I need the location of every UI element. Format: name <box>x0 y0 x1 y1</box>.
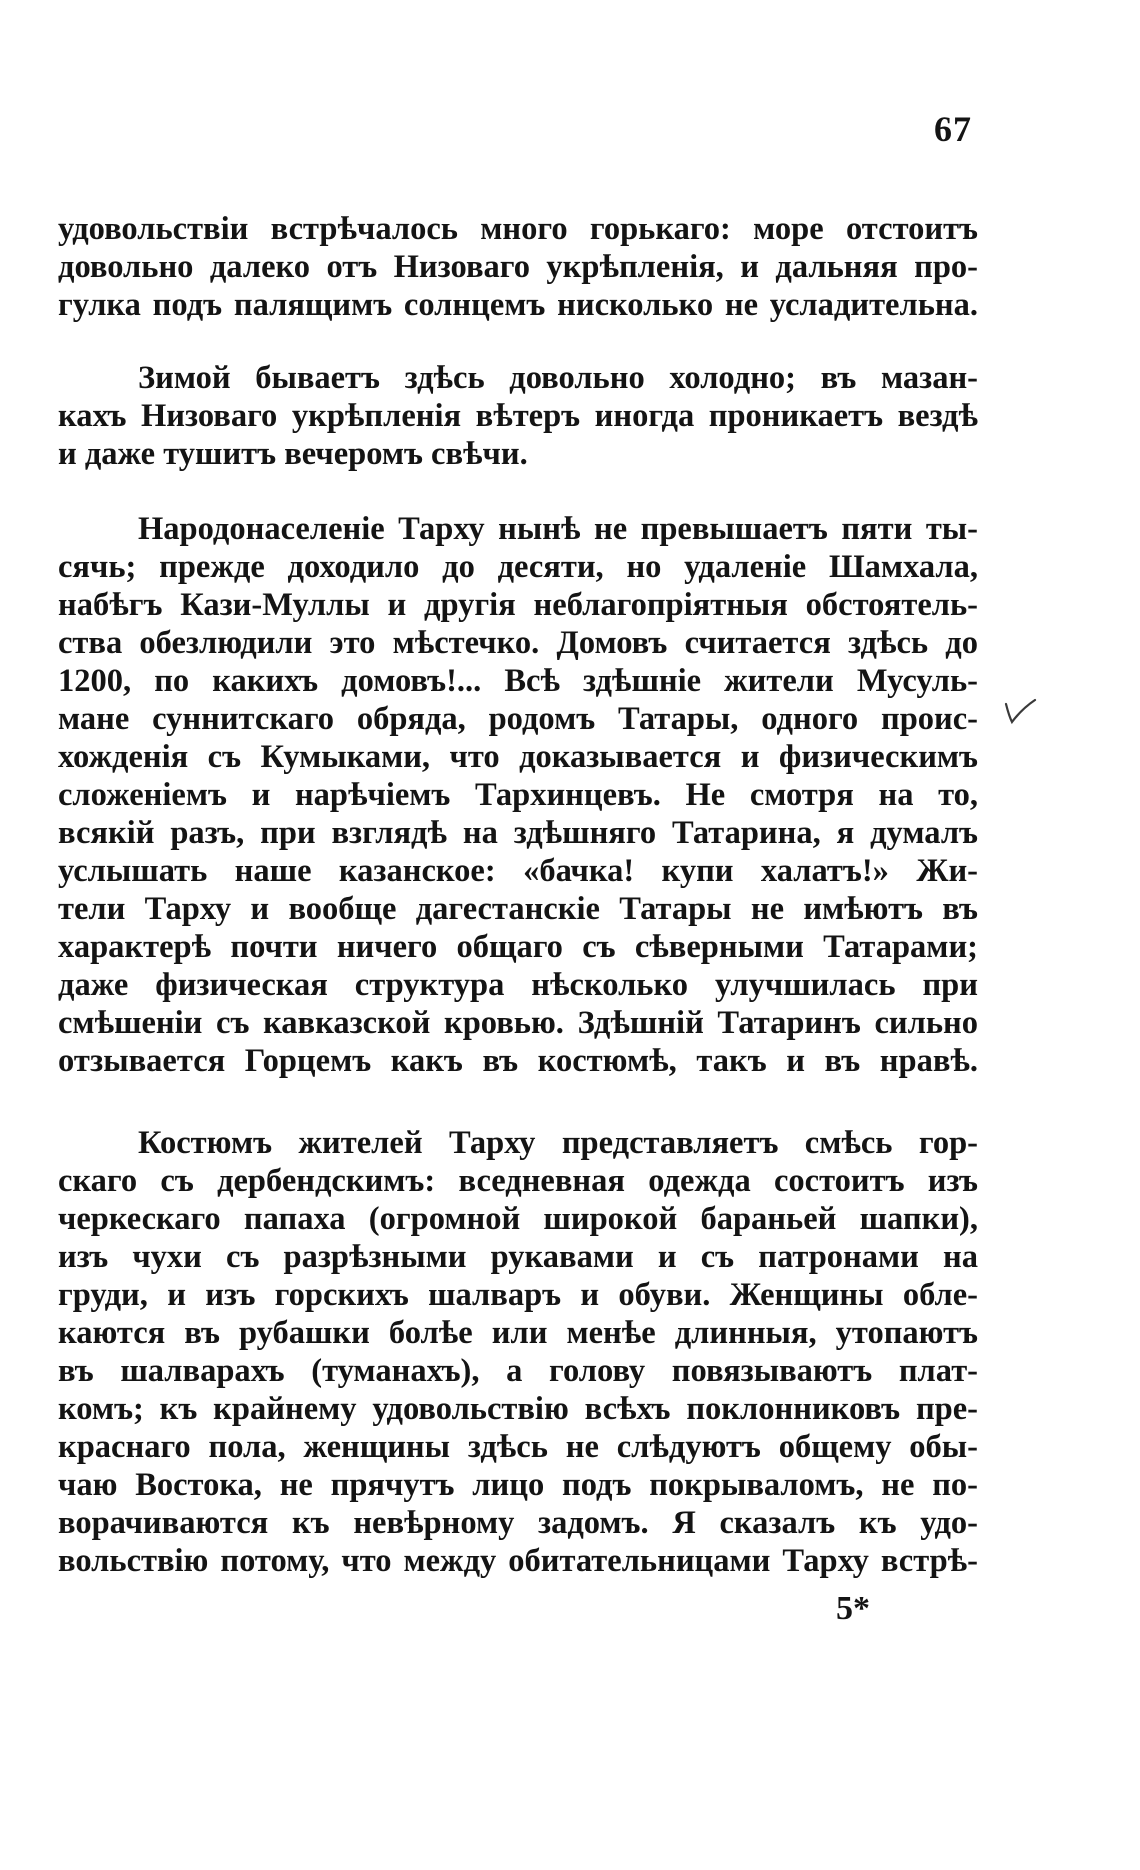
text-line: мане суннитскаго обряда, родомъ Татары, одного проис- <box>58 701 978 737</box>
text-line: гулка подъ палящимъ солнцемъ нисколько не усладительна. <box>58 287 978 323</box>
text-line: комъ; къ крайнему удовольствію всѣхъ поклонниковъ пре- <box>58 1391 978 1427</box>
text-line: чаю Востока, не прячутъ лицо подъ покрываломъ, не по- <box>58 1467 978 1503</box>
text-line: всякій разъ, при взглядѣ на здѣшняго Татарина, я думалъ <box>58 815 978 851</box>
text-line: хожденія съ Кумыками, что доказывается и физическимъ <box>58 739 978 775</box>
text-line: каются въ рубашки болѣе или менѣе длинныя, утопаютъ <box>58 1315 978 1351</box>
text-line: краснаго пола, женщины здѣсь не слѣдуютъ общему обы- <box>58 1429 978 1465</box>
text-line: изъ чухи съ разрѣзными рукавами и съ патронами на <box>58 1239 978 1275</box>
text-line: услышать наше казанское: «бачка! купи халатъ!» Жи- <box>58 853 978 889</box>
paragraph-2 <box>58 359 978 473</box>
text-line: отзывается Горцемъ какъ въ костюмѣ, такъ и въ нравѣ. <box>58 1043 978 1079</box>
paragraph-3 <box>58 510 978 1080</box>
text-line: удовольствіи встрѣчалось много горькаго: море отстоитъ <box>58 211 978 247</box>
text-line: характерѣ почти ничего общаго съ сѣверными Татарами; <box>58 929 978 965</box>
text-line: сячь; прежде доходило до десяти, но удаленіе Шамхала, <box>58 549 978 585</box>
printer-signature-mark: 5* <box>836 1590 870 1627</box>
text-line: тели Тарху и вообще дагестанскіе Татары не имѣютъ въ <box>58 891 978 927</box>
text-line: даже физическая структура нѣсколько улучшилась при <box>58 967 978 1003</box>
pencil-checkmark-icon <box>1002 690 1038 730</box>
page-number: 67 <box>934 109 972 149</box>
text-line: въ шалварахъ (туманахъ), а голову повязываютъ плат- <box>58 1353 978 1389</box>
text-line: Костюмъ жителей Тарху представляетъ смѣсь гор- <box>138 1125 978 1161</box>
text-line: и даже тушитъ вечеромъ свѣчи. <box>58 436 528 472</box>
paragraph-4 <box>58 1124 978 1580</box>
text-line: скаго съ дербендскимъ: вседневная одежда состоитъ изъ <box>58 1163 978 1199</box>
text-line: ворачиваются къ невѣрному задомъ. Я сказалъ къ удо- <box>58 1505 978 1541</box>
text-line: Народонаселеніе Тарху нынѣ не превышаетъ пяти ты- <box>138 511 978 547</box>
text-line: вольствію потому, что между обитательницами Тарху встрѣ- <box>58 1543 978 1579</box>
paragraph-1 <box>58 210 978 324</box>
text-line: довольно далеко отъ Низоваго укрѣпленія, и дальняя про- <box>58 249 978 285</box>
text-line: смѣшеніи съ кавказской кровью. Здѣшній Татаринъ сильно <box>58 1005 978 1041</box>
text-line: набѣгъ Кази-Муллы и другія неблагопріятныя обстоятель- <box>58 587 978 623</box>
text-line: черкескаго папаха (огромной широкой бараньей шапки), <box>58 1201 978 1237</box>
text-line: кахъ Низоваго укрѣпленія вѣтеръ иногда проникаетъ вездѣ <box>58 398 978 434</box>
text-line: ства обезлюдили это мѣстечко. Домовъ считается здѣсь до <box>58 625 978 661</box>
text-line: Зимой бываетъ здѣсь довольно холодно; въ мазан- <box>138 360 978 396</box>
text-line: груди, и изъ горскихъ шалваръ и обуви. Женщины обле- <box>58 1277 978 1313</box>
text-line: 1200, по какихъ домовъ!... Всѣ здѣшніе жители Мусуль- <box>58 663 978 699</box>
text-line: сложеніемъ и нарѣчіемъ Тархинцевъ. Не смотря на то, <box>58 777 978 813</box>
